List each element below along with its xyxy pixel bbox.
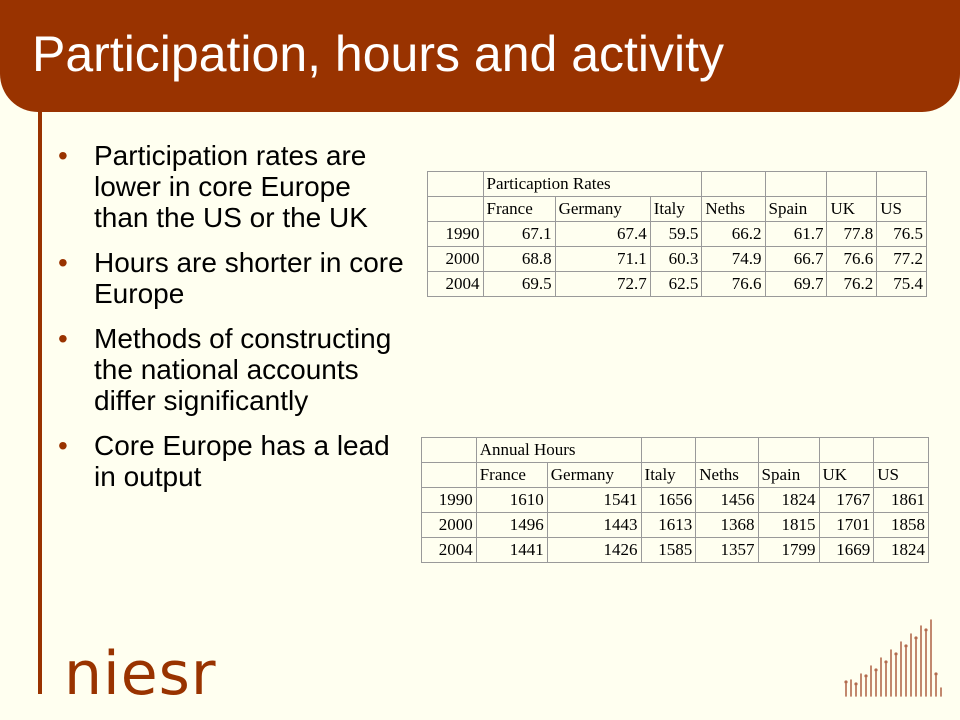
table-cell: 1443 [547, 513, 641, 538]
table-cell: 61.7 [765, 222, 827, 247]
table-cell: 1824 [758, 488, 819, 513]
column-header: UK [827, 197, 877, 222]
column-header: Spain [758, 463, 819, 488]
bullet-item [58, 430, 410, 492]
bullet-dot-icon: • [58, 430, 68, 461]
bullet-item [58, 323, 410, 416]
annual-hours-table [421, 437, 929, 563]
table-cell [696, 438, 758, 463]
table-cell: 1767 [819, 488, 874, 513]
column-header: France [483, 197, 555, 222]
table-cell: 77.2 [877, 247, 927, 272]
table-cell: 1441 [476, 538, 547, 563]
column-header: France [476, 463, 547, 488]
table-row [428, 222, 927, 247]
column-header: US [874, 463, 929, 488]
table-title: Particaption Rates [483, 172, 702, 197]
bar-pattern-graphic [842, 616, 952, 700]
table-cell: 76.6 [702, 272, 765, 297]
table-cell [758, 438, 819, 463]
table-cell: 67.1 [483, 222, 555, 247]
table-cell: 75.4 [877, 272, 927, 297]
table-cell: 1858 [874, 513, 929, 538]
table-title-row [422, 438, 929, 463]
bullet-list [58, 140, 410, 506]
table-cell: 77.8 [827, 222, 877, 247]
table-cell: 66.7 [765, 247, 827, 272]
column-header: US [877, 197, 927, 222]
title-bar [0, 0, 960, 112]
column-header: Italy [641, 463, 696, 488]
table-title: Annual Hours [476, 438, 641, 463]
table-cell: 1613 [641, 513, 696, 538]
table-cell [765, 172, 827, 197]
niesr-logo: niesr [64, 639, 217, 709]
table-cell: 66.2 [702, 222, 765, 247]
row-year: 1990 [422, 488, 477, 513]
table-cell [428, 197, 484, 222]
row-year: 2004 [428, 272, 484, 297]
bullet-dot-icon: • [58, 140, 68, 171]
bullet-text: Hours are shorter in core Europe [94, 247, 404, 309]
row-year: 2000 [422, 513, 477, 538]
table-cell: 1669 [819, 538, 874, 563]
column-header: Germany [555, 197, 650, 222]
table-cell: 59.5 [650, 222, 702, 247]
bullet-text: Participation rates are lower in core Europe than the US or the UK [94, 140, 368, 233]
table-cell: 1861 [874, 488, 929, 513]
table-cell [641, 438, 696, 463]
table-header-row [422, 463, 929, 488]
table-cell: 62.5 [650, 272, 702, 297]
table-cell: 1701 [819, 513, 874, 538]
table-cell [422, 438, 477, 463]
table-cell [819, 438, 874, 463]
table-cell: 69.7 [765, 272, 827, 297]
table-title-row [428, 172, 927, 197]
table-cell: 1585 [641, 538, 696, 563]
table-row [422, 488, 929, 513]
table-cell: 74.9 [702, 247, 765, 272]
row-year: 1990 [428, 222, 484, 247]
bullet-item [58, 140, 410, 233]
table-cell: 1368 [696, 513, 758, 538]
table-cell: 71.1 [555, 247, 650, 272]
slide-title: Participation, hours and activity [32, 26, 725, 82]
table-cell: 1824 [874, 538, 929, 563]
column-header: Neths [696, 463, 758, 488]
bullet-item [58, 247, 410, 309]
participation-rates-table [427, 171, 927, 297]
table-cell [827, 172, 877, 197]
table-cell [702, 172, 765, 197]
column-header: Spain [765, 197, 827, 222]
table-cell: 1456 [696, 488, 758, 513]
table-cell: 68.8 [483, 247, 555, 272]
bullet-text: Methods of constructing the national accounts differ significantly [94, 323, 392, 416]
table-row [422, 538, 929, 563]
table-cell: 1815 [758, 513, 819, 538]
table-cell: 67.4 [555, 222, 650, 247]
row-year: 2004 [422, 538, 477, 563]
table-cell: 76.6 [827, 247, 877, 272]
table-cell: 60.3 [650, 247, 702, 272]
table-cell: 69.5 [483, 272, 555, 297]
table-cell: 1799 [758, 538, 819, 563]
table-cell: 76.5 [877, 222, 927, 247]
column-header: Italy [650, 197, 702, 222]
table-cell: 1541 [547, 488, 641, 513]
table-cell: 72.7 [555, 272, 650, 297]
row-year: 2000 [428, 247, 484, 272]
table-cell: 1656 [641, 488, 696, 513]
bullet-text: Core Europe has a lead in output [94, 430, 390, 492]
table-cell: 1426 [547, 538, 641, 563]
table-row [428, 272, 927, 297]
table-cell: 1357 [696, 538, 758, 563]
table-cell [877, 172, 927, 197]
table-cell: 1496 [476, 513, 547, 538]
column-header: Germany [547, 463, 641, 488]
column-header: UK [819, 463, 874, 488]
column-header: Neths [702, 197, 765, 222]
bullet-dot-icon: • [58, 247, 68, 278]
table-cell: 76.2 [827, 272, 877, 297]
table-header-row [428, 197, 927, 222]
bullet-dot-icon: • [58, 323, 68, 354]
left-accent-rule [38, 112, 42, 694]
table-row [428, 247, 927, 272]
table-cell [422, 463, 477, 488]
table-row [422, 513, 929, 538]
table-cell: 1610 [476, 488, 547, 513]
table-cell [874, 438, 929, 463]
table-cell [428, 172, 484, 197]
